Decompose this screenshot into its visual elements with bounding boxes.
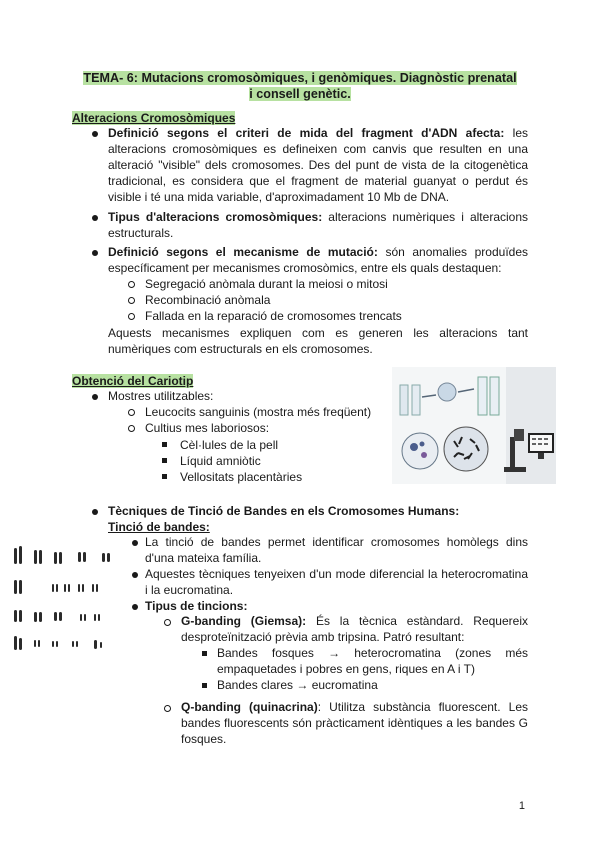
bullet-icon (92, 215, 98, 221)
mechanism-closing: Aquests mecanismes expliquen com es generen les alteracions tant numèriques com estructurals en els cromosomes. (108, 326, 528, 356)
sample-item: Leucocits sanguinis (mostra més freqüent) (145, 405, 372, 419)
stain-types-label: Tipus de tincions: (145, 599, 248, 613)
circle-bullet-icon (164, 619, 171, 626)
bullet-icon (92, 509, 98, 515)
culture-item: Líquid amniòtic (180, 454, 261, 468)
definition-size-paragraph (108, 125, 528, 205)
square-bullet-icon (162, 442, 167, 447)
square-bullet-icon (162, 458, 167, 463)
karyotype-figure (8, 540, 125, 662)
page-number: 1 (518, 800, 525, 812)
circle-bullet-icon (128, 313, 135, 320)
g-banding-paragraph (181, 613, 528, 645)
g-banding-lead: G-banding (Giemsa): (181, 614, 307, 628)
types-lead: Tipus d'alteracions cromosòmiques: (108, 210, 323, 224)
types-paragraph (108, 209, 528, 241)
banding-paragraph-1: La tinció de bandes permet identificar cromosomes homòlegs dins d'una mateixa família. (145, 535, 528, 565)
g-banding-text: És la tècnica estàndard. Requereix desproteïnització prèvia amb tripsina. Patró resultant: (181, 614, 528, 644)
karyotype-procedure-figure (392, 367, 556, 484)
title-line-1: TEMA- 6: Mutacions cromosòmiques, i genòmiques. Diagnòstic prenatal (83, 71, 517, 85)
circle-bullet-icon (128, 409, 135, 416)
bullet-icon (92, 394, 98, 400)
sample-item: Cultius mes laboriosos: (145, 421, 270, 435)
bullet-icon (92, 131, 98, 137)
q-banding-text: : Utilitza substància fluorescent. Les bandes fluorescents són pràcticament idèntiques a les bandes G fosques. (181, 700, 528, 746)
section-heading-text: Obtenció del Cariotip (72, 374, 194, 388)
circle-bullet-icon (128, 297, 135, 304)
karyotype-illustration (392, 367, 556, 484)
banding-techniques-heading: Tècniques de Tinció de Bandes en els Cromosomes Humans: (108, 504, 460, 518)
mechanism-text: són anomalies produïdes específicament per mecanismes cromosòmics, entre els quals destaquen: (108, 245, 528, 275)
circle-bullet-icon (164, 705, 171, 712)
types-text: alteracions numèriques i alteracions estructurals. (108, 210, 528, 240)
section-heading-cariotip (72, 373, 193, 389)
section-heading-text: Alteracions Cromosòmiques (72, 111, 236, 125)
circle-bullet-icon (128, 281, 135, 288)
circle-bullet-icon (128, 425, 135, 432)
square-bullet-icon (202, 651, 207, 656)
banding-subheading: Tinció de bandes: (108, 520, 210, 534)
bullet-icon (132, 572, 138, 578)
title-line-2: i consell genètic. (249, 87, 351, 101)
culture-item: Vellositats placentàries (180, 470, 303, 484)
square-bullet-icon (202, 683, 207, 688)
definition-size-text: les alteracions cromosòmiques es defineixen com canvis que resulten en una alteració "visible" dels cromosomes. Des del punt de vista de la citogenètica tradicional, es considera que el fragment de material guanyat o perdut és visible i té una mida variable, d'aproximadament 10 Mb de DNA. (108, 126, 528, 204)
square-bullet-icon (162, 474, 167, 479)
banding-paragraph-2: Aquestes tècniques tenyeixen d'un mode diferencial la heterocromatina i la eucromatina. (145, 567, 528, 597)
mechanism-item: Segregació anòmala durant la meiosi o mitosi (145, 277, 388, 291)
mechanism-paragraph (108, 244, 528, 276)
bullet-icon (132, 540, 138, 546)
mechanism-lead: Definició segons el mecanisme de mutació: (108, 245, 378, 259)
karyotype-chromosomes-illustration (8, 540, 125, 662)
definition-size-lead: Definició segons el criteri de mida del fragment d'ADN afecta: (108, 126, 505, 140)
mechanism-item: Recombinació anòmala (145, 293, 271, 307)
bullet-icon (92, 250, 98, 256)
culture-item: Cèl·lules de la pell (180, 438, 279, 452)
page-title (72, 70, 528, 102)
bullet-icon (132, 604, 138, 610)
q-banding-paragraph (181, 699, 528, 747)
g-banding-item: Bandes clares → eucromatina (217, 678, 378, 692)
g-banding-item: Bandes fosques → heterocromatina (zones més empaquetades i pobres en gens, riques en A i T) (217, 646, 528, 676)
samples-label: Mostres utilitzables: (108, 389, 214, 403)
section-heading-alteracions (72, 110, 235, 126)
mechanism-item: Fallada en la reparació de cromosomes trencats (145, 309, 402, 323)
q-banding-lead: Q-banding (quinacrina) (181, 700, 318, 714)
